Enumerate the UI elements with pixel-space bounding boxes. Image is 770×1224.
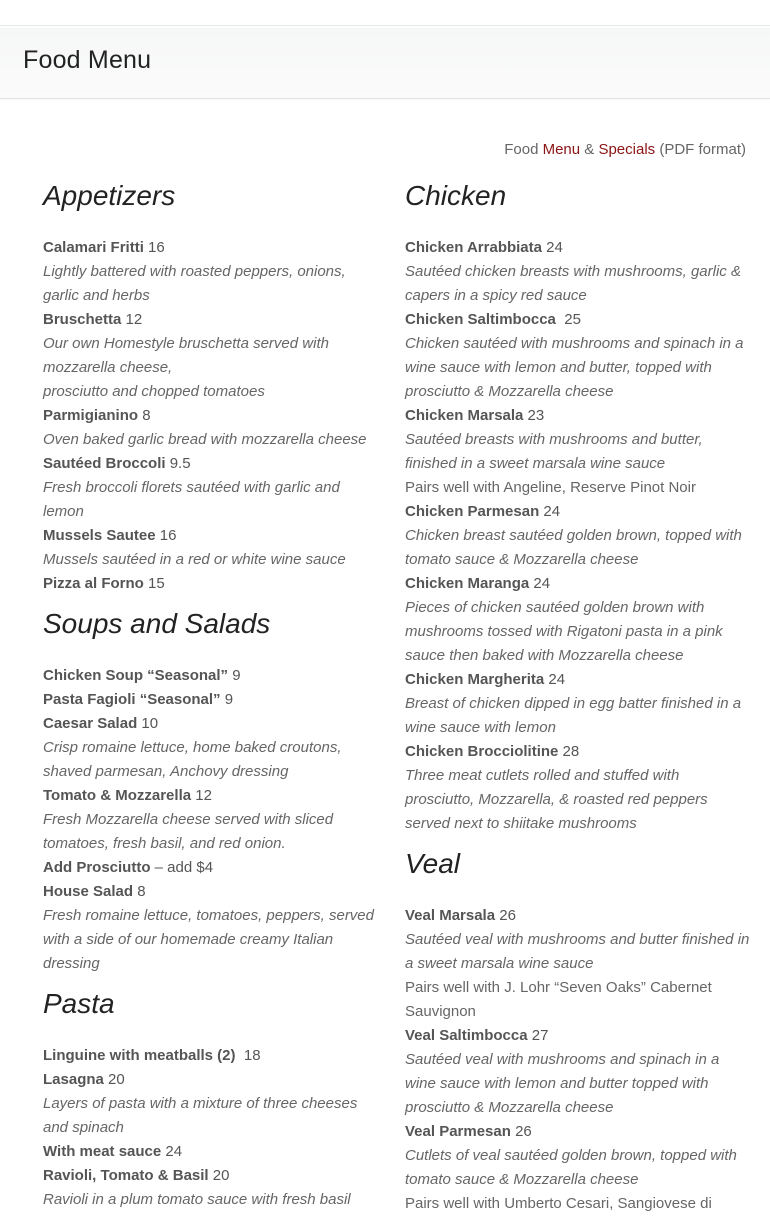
- menu-item-price: 12: [121, 311, 143, 328]
- section-title: Appetizers: [43, 180, 176, 211]
- menu-item-description: Ravioli in a plum tomato sauce with fresh basil: [43, 1191, 351, 1208]
- menu-item-price: 9: [228, 667, 241, 684]
- menu-item-price: 10: [137, 715, 159, 732]
- section-title: Pasta: [43, 988, 115, 1019]
- specials-pdf-link[interactable]: Specials: [598, 141, 656, 158]
- menu-item: [43, 236, 383, 260]
- pdf-links: [504, 141, 746, 158]
- menu-item-price: 12: [191, 787, 212, 804]
- menu-item: [43, 712, 383, 736]
- menu-item-description: prosciutto and chopped tomatoes: [43, 383, 265, 400]
- menu-item: [43, 1164, 383, 1188]
- pdf-prefix: Food: [504, 141, 543, 158]
- menu-item: [405, 308, 750, 332]
- menu-item-description: Pieces of chicken sautéed golden brown with mushrooms tossed with Rigatoni pasta in a pink sauce then baked with Mozzarella cheese: [405, 599, 723, 664]
- menu-item-price: – add $4: [150, 859, 214, 876]
- menu-item: [405, 572, 750, 596]
- pdf-suffix: (PDF format): [655, 141, 746, 158]
- menu-section-items: [43, 236, 383, 596]
- menu-item-price: 24: [542, 239, 563, 256]
- menu-item-name: Chicken Arrabbiata: [405, 239, 542, 256]
- menu-item: [43, 880, 383, 904]
- menu-item-name: With meat sauce: [43, 1143, 162, 1160]
- menu-item-name: Chicken Maranga: [405, 575, 530, 592]
- menu-item-price: 20: [103, 1071, 125, 1088]
- menu-pdf-link[interactable]: Menu: [542, 141, 581, 158]
- menu-item-price: 8: [133, 883, 146, 900]
- menu-item-description: Layers of pasta with a mixture of three cheeses and spinach: [43, 1095, 358, 1136]
- menu-item: [405, 904, 750, 928]
- menu-item-price: 23: [523, 407, 545, 424]
- menu-item-description: Fresh romaine lettuce, tomatoes, peppers, served with a side of our homemade creamy Italian dressing: [43, 907, 374, 972]
- menu-item-name: Chicken Parmesan: [405, 503, 540, 520]
- menu-item-description: Three meat cutlets rolled and stuffed with prosciutto, Mozzarella, & roasted red peppers served next to shiitake mushrooms: [405, 767, 708, 832]
- menu-item-name: Veal Parmesan: [405, 1123, 511, 1140]
- menu-item-description: Crisp romaine lettuce, home baked croutons, shaved parmesan, Anchovy dressing: [43, 739, 342, 780]
- menu-item-description: Chicken sautéed with mushrooms and spinach in a wine sauce with lemon and butter, topped with prosciutto & Mozzarella cheese: [405, 335, 744, 400]
- menu-item-name: Calamari Fritti: [43, 239, 144, 256]
- menu-item-name: Parmigianino: [43, 407, 139, 424]
- menu-item-description: Fresh broccoli florets sautéed with garlic and lemon: [43, 479, 340, 520]
- menu-item-price: 8: [138, 407, 151, 424]
- menu-item: [43, 1068, 383, 1092]
- menu-item-price: 24: [544, 671, 566, 688]
- menu-item-price: 24: [539, 503, 561, 520]
- menu-item-price: 24: [529, 575, 551, 592]
- menu-item-price: 27: [527, 1027, 549, 1044]
- menu-item-price: 16: [155, 527, 177, 544]
- menu-item-description: Cutlets of veal sautéed golden brown, topped with tomato sauce & Mozzarella cheese: [405, 1147, 737, 1188]
- pdf-amp: &: [580, 141, 599, 158]
- menu-item-price: 9.5: [165, 455, 191, 472]
- menu-item-description: Sautéed veal with mushrooms and butter finished in a sweet marsala wine sauce: [405, 931, 750, 972]
- menu-item-description: Sautéed chicken breasts with mushrooms, garlic & capers in a spicy red sauce: [405, 263, 741, 304]
- menu-item-price: 28: [558, 743, 580, 760]
- menu-item-name: Pizza al Forno: [43, 575, 144, 592]
- menu-item-name: Chicken Marsala: [405, 407, 524, 424]
- menu-item-name: Pasta Fagioli “Seasonal”: [43, 691, 221, 708]
- menu-item-description: Sautéed veal with mushrooms and spinach in a wine sauce with lemon and butter topped with prosciutto & Mozzarella cheese: [405, 1051, 720, 1116]
- menu-item-description: Sautéed breasts with mushrooms and butter, finished in a sweet marsala wine sauce: [405, 431, 703, 472]
- menu-item-description: Fresh Mozzarella cheese served with sliced tomatoes, fresh basil, and red onion.: [43, 811, 334, 852]
- section-title: Veal: [405, 848, 461, 879]
- menu-item: [43, 1044, 383, 1068]
- menu-item-price: 9: [220, 691, 234, 708]
- menu-item-pairing: Pairs well with J. Lohr “Seven Oaks” Cabernet Sauvignon: [405, 979, 712, 1020]
- menu-item: [43, 572, 383, 596]
- menu-item-description: Chicken breast sautéed golden brown, topped with tomato sauce & Mozzarella cheese: [405, 527, 742, 568]
- menu-item-price: 26: [495, 907, 516, 924]
- menu-item-name: Bruschetta: [43, 311, 122, 328]
- menu-item-price: 18: [235, 1047, 261, 1064]
- section-title: Soups and Salads: [43, 608, 271, 639]
- menu-item: [405, 404, 750, 428]
- menu-section-items: [405, 904, 750, 1216]
- top-bar: [0, 0, 770, 26]
- menu-section-items: [43, 1044, 383, 1212]
- menu-section-items: [43, 664, 383, 976]
- menu-item-name: Linguine with meatballs (2): [43, 1047, 236, 1064]
- menu-item: [405, 668, 750, 692]
- menu-item: [405, 500, 750, 524]
- menu-item: [43, 664, 383, 688]
- menu-item-name: Caesar Salad: [43, 715, 138, 732]
- menu-item-price: 20: [208, 1167, 230, 1184]
- menu-item-name: Veal Marsala: [405, 907, 496, 924]
- menu-item-price: 24: [161, 1143, 183, 1160]
- menu-item: [43, 784, 383, 808]
- menu-item-name: Chicken Margherita: [405, 671, 545, 688]
- section-title: Chicken: [405, 180, 507, 211]
- menu-item-description: Lightly battered with roasted peppers, onions, garlic and herbs: [43, 263, 346, 304]
- menu-item: [43, 1140, 383, 1164]
- menu-item-description: Our own Homestyle bruschetta served with mozzarella cheese,: [43, 335, 329, 376]
- menu-item-pairing: Pairs well with Angeline, Reserve Pinot Noir: [405, 479, 696, 496]
- menu-item: [405, 1120, 750, 1144]
- menu-column-left: [43, 176, 383, 1220]
- menu-item-name: Tomato & Mozzarella: [43, 787, 192, 804]
- menu-item-price: 26: [510, 1123, 532, 1140]
- menu-item-name: Mussels Sautee: [43, 527, 156, 544]
- menu-item-description: Oven baked garlic bread with mozzarella cheese: [43, 431, 367, 448]
- menu-item-description: Breast of chicken dipped in egg batter finished in a wine sauce with lemon: [405, 695, 742, 736]
- menu-item-name: Ravioli, Tomato & Basil: [43, 1167, 209, 1184]
- menu-item: [43, 452, 383, 476]
- menu-item: [43, 688, 383, 712]
- title-bar: [0, 28, 770, 99]
- menu-item-price: 25: [555, 311, 581, 328]
- menu-item-name: Sautéed Broccoli: [43, 455, 166, 472]
- menu-item: [43, 404, 383, 428]
- menu-item-name: Veal Saltimbocca: [405, 1027, 528, 1044]
- menu-item-name: Chicken Soup “Seasonal”: [43, 667, 229, 684]
- menu-item: [405, 236, 750, 260]
- page-title: Food Menu: [23, 46, 152, 74]
- menu-item-name: Chicken Saltimbocca: [405, 311, 556, 328]
- menu-item-name: Lasagna: [43, 1071, 104, 1088]
- menu-item: [43, 524, 383, 548]
- menu-column-right: [405, 176, 750, 1224]
- menu-item-description: Mussels sautéed in a red or white wine sauce: [43, 551, 346, 568]
- menu-item: [405, 1024, 750, 1048]
- menu-item-price: 16: [143, 239, 165, 256]
- menu-item-name: Add Prosciutto: [43, 859, 151, 876]
- menu-item: [405, 740, 750, 764]
- menu-section-items: [405, 236, 750, 836]
- menu-item-price: 15: [143, 575, 165, 592]
- menu-item: [43, 856, 383, 880]
- menu-item-name: Chicken Brocciolitine: [405, 743, 559, 760]
- menu-item-pairing: Pairs well with Umberto Cesari, Sangiovese di: [405, 1195, 712, 1212]
- menu-item: [43, 308, 383, 332]
- menu-item-name: House Salad: [43, 883, 134, 900]
